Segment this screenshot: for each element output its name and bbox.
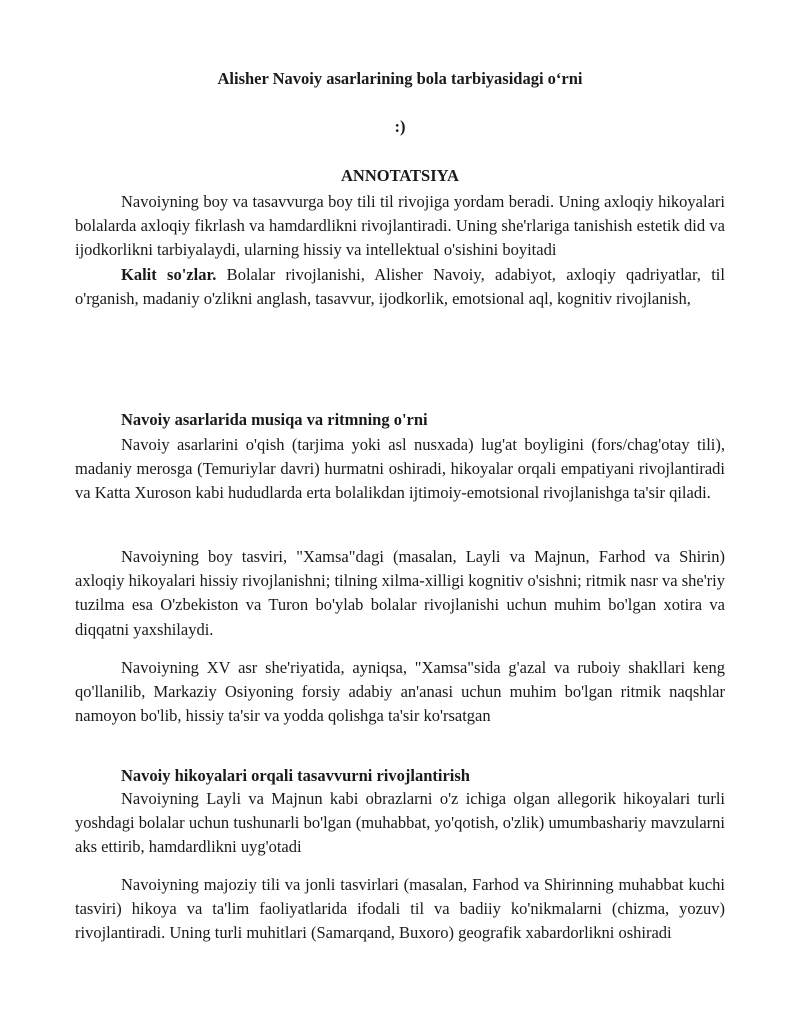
document-title: Alisher Navoiy asarlarining bola tarbiyasidagi o‘rni xyxy=(217,69,583,88)
section2-para-2 xyxy=(75,873,725,946)
paragraph-text: Navoiyning majoziy tili va jonli tasvirlari (masalan, Farhod va Shirinning muhabbat kuchi tasviri) hikoya va ta'lim faoliyatlarida ifodali til va badiiy ko'nikmalarni (chizma, yozuv) rivojlantiradi. Uning turli muhitlari (Samarqand, Buxoro) geografik xabardorlikni oshiradi xyxy=(75,875,725,943)
section2-heading: Navoiy hikoyalari orqali tasavvurni rivojlantirish xyxy=(121,766,470,785)
keywords-label: Kalit so'zlar. xyxy=(121,264,217,284)
annotation-paragraph: Navoiyning boy va tasavvurga boy tili til rivojiga yordam beradi. Uning axloqiy hikoyalari bolalarda axloqiy fikrlash va hamdardlikni rivojlantiradi. Uning she'rlariga tanishish estetik did va ijodkorlikni tarbiyalaydi, ularning hissiy va intellektual o'sishini boyitadi xyxy=(75,192,725,260)
keywords-text: Bolalar rivojlanishi, Alisher Navoiy, adabiyot, axloqiy qadriyatlar, til o'rganish, madaniy o'zlikni anglash, tasavvur, ijodkorlik, emotsional aql, kognitiv rivojlanish, xyxy=(75,264,725,308)
paragraph-text: Navoiyning Layli va Majnun kabi obrazlarni o'z ichiga olgan allegorik hikoyalari turli yoshdagi bolalar uchun tushunarli bo'lgan (muhabbat, yo'qotish, o'zlik) umumbashariy mavzularni aks ettirib, hamdardlikni uyg'otadi xyxy=(75,789,725,857)
section1-para-2 xyxy=(75,545,725,642)
keywords-paragraph xyxy=(75,263,725,311)
paragraph-text: Navoiyning boy tasviri, "Xamsa"dagi (masalan, Layli va Majnun, Farhod va Shirin) axloqiy hikoyalari hissiy rivojlanishni; tilning xilma-xilligi kognitiv o'sishni; ritmik nasr va she'riy tuzilma esa O'zbekiston va Turon bo'ylab bolalar rivojlanishi uchun muhim bo'lgan xotira va diqqatni yaxshilaydi. xyxy=(75,547,725,639)
annotation-heading: ANNOTATSIYA xyxy=(341,166,459,185)
section1-heading: Navoiy asarlarida musiqa va ritmning o'rni xyxy=(121,410,428,429)
section1-para-3 xyxy=(75,656,725,729)
paragraph-text: Navoiy asarlarini o'qish (tarjima yoki asl nusxada) lug'at boyligini (fors/chag'otay tili), madaniy merosga (Temuriylar davri) hurmatni oshiradi, hikoyalar orqali empatiyani rivojlantiradi va Katta Xuroson kabi hududlarda erta bolalikdan ijtimoiy-emotsional rivojlanishga ta'sir qiladi. xyxy=(75,435,725,503)
section1-para-1 xyxy=(75,433,725,506)
paragraph-text: Navoiyning XV asr she'riyatida, ayniqsa, "Xamsa"sida g'azal va ruboiy shakllari keng qo'llanilib, Markaziy Osiyoning forsiy adabiy an'anasi uchun muhim bo'lgan ritmik naqshlar namoyon bo'lib, hissiy ta'sir va yodda qolishga ta'sir ko'rsatgan xyxy=(75,658,725,726)
section2-para-1 xyxy=(75,787,725,860)
annotation-block xyxy=(75,190,725,311)
smiley-text: :) xyxy=(394,117,406,136)
